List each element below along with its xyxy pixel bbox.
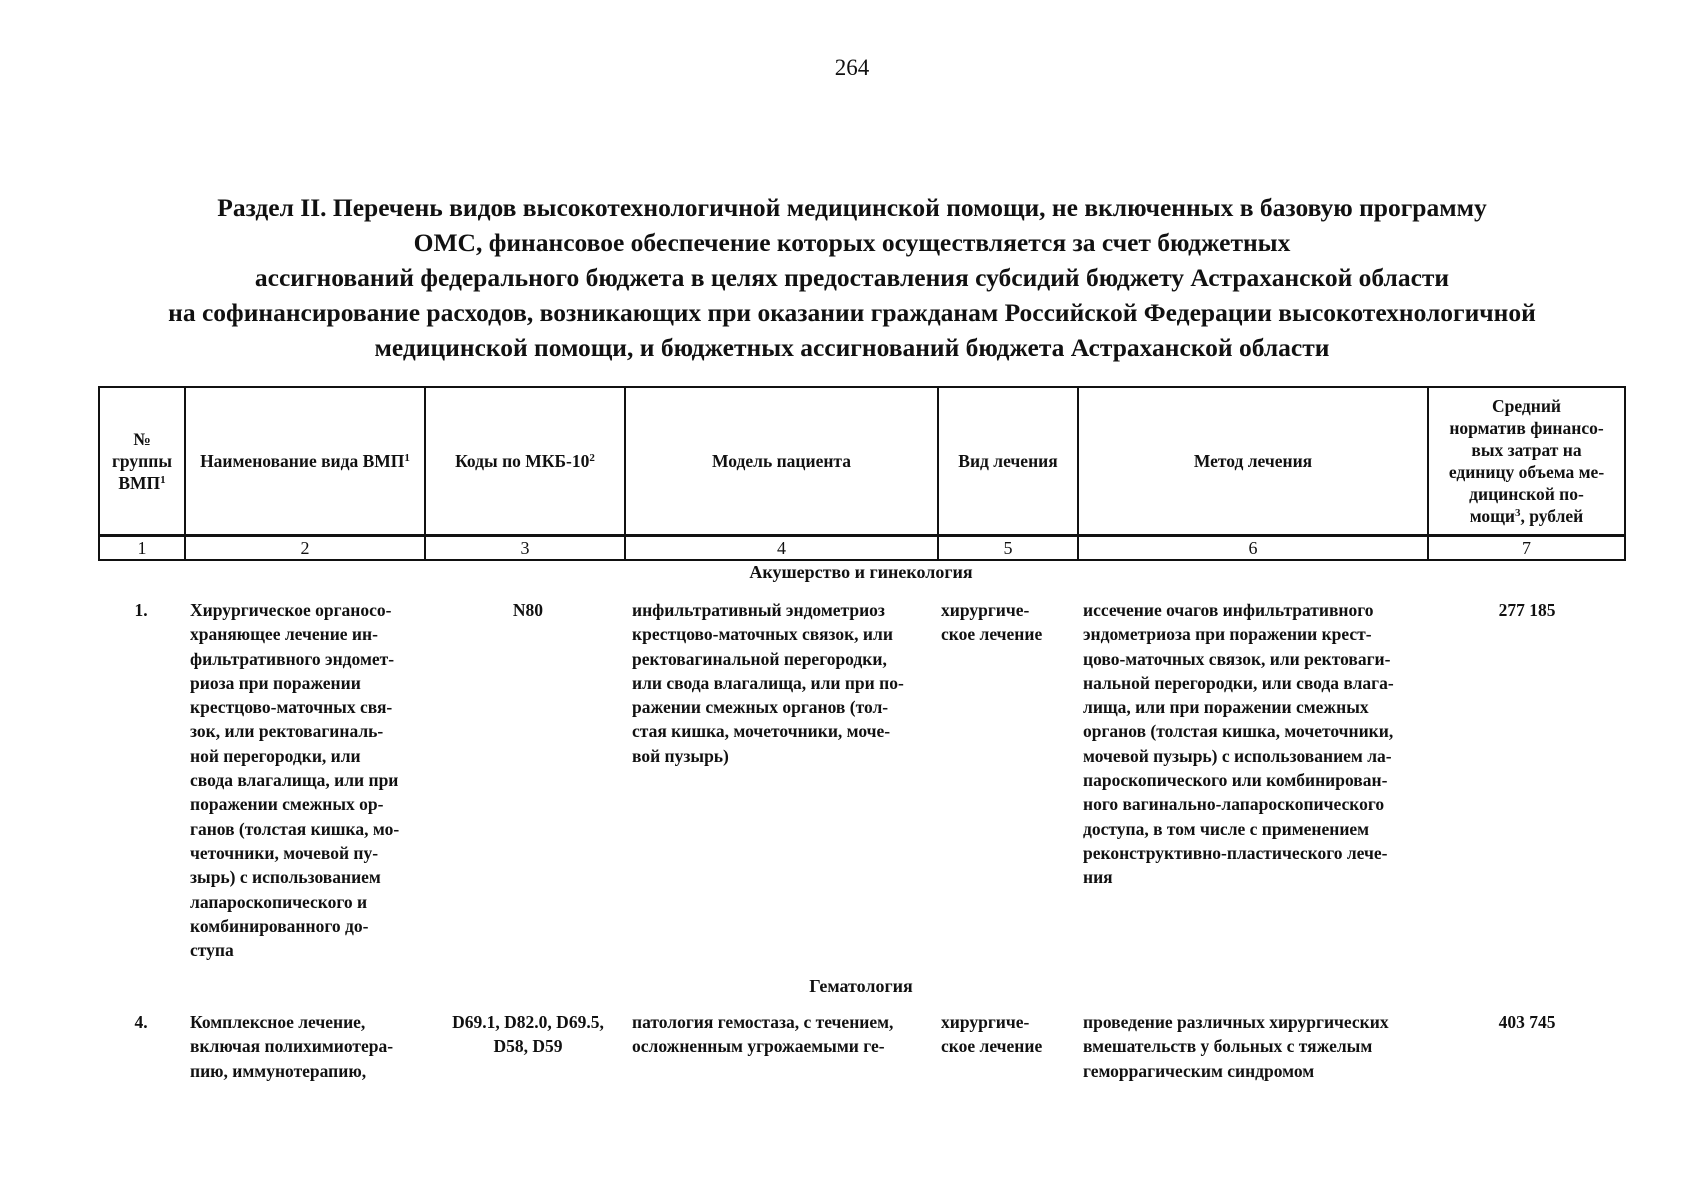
column-number: 4 bbox=[625, 536, 938, 561]
header-patient-model: Модель пациента bbox=[625, 387, 938, 536]
icd-codes: D69.1, D82.0, D69.5, D58, D59 bbox=[452, 1012, 604, 1057]
title-line: Раздел II. Перечень видов высокотехнологичной медицинской помощи, не включенных в базовую программу bbox=[217, 193, 1487, 222]
document-title bbox=[100, 190, 1604, 365]
patient-model: инфильтративный эндометриоз крестцово-маточных связок, или ректовагинальной перегородки, или свода влагалища, или при по- ражении смежных органов (тол- стая кишка, мочеточники, моче- вой пузырь) bbox=[632, 600, 904, 766]
average-cost: 277 185 bbox=[1498, 600, 1556, 620]
treatment-method: иссечение очагов инфильтративного эндометриоза при поражении крест- цово-маточных связок, или ректоваги- нальной перегородки, или свода влага- лища, или при поражении смежных органов (толстая кишка, мочеточники, мочевой пузырь) с использованием ла- пароскопического или комбинирован- ного вагинально-лапароскопического доступа, в том числе с применением реконструктивно-пластического лече- ния bbox=[1083, 600, 1394, 888]
column-number: 3 bbox=[425, 536, 625, 561]
column-number: 2 bbox=[185, 536, 425, 561]
patient-model: патология гемостаза, с течением, осложненным угрожаемыми ге- bbox=[632, 1012, 894, 1057]
column-number: 1 bbox=[99, 536, 185, 561]
vmp-name: Комплексное лечение, включая полихимиотера- пию, иммунотерапию, bbox=[190, 1012, 394, 1081]
column-number-row bbox=[99, 536, 1625, 561]
header-group-number: № группы ВМП$^1$ bbox=[99, 387, 185, 536]
page-number: 264 bbox=[834, 55, 870, 80]
section-title: Акушерство и гинекология bbox=[749, 562, 973, 582]
column-number: 7 bbox=[1428, 536, 1625, 561]
treatment-type: хирургиче- ское лечение bbox=[941, 600, 1043, 645]
column-number: 5 bbox=[938, 536, 1078, 561]
treatment-type: хирургиче- ское лечение bbox=[941, 1012, 1043, 1057]
header-vmp-name: Наименование вида ВМП$^1$ bbox=[185, 387, 425, 536]
title-line: ассигнований федерального бюджета в целях предоставления субсидий бюджету Астраханской области bbox=[254, 263, 1450, 292]
title-line: на софинансирование расходов, возникающих при оказании гражданам Российской Федерации высокотехнологичной bbox=[168, 298, 1536, 327]
title-line: ОМС, финансовое обеспечение которых осуществляется за счет бюджетных bbox=[413, 228, 1291, 257]
vmp-name: Хирургическое органосо- храняющее лечение ин- фильтративного эндомет- риоза при поражении крестцово-маточных свя- зок, или ректовагиналь- ной перегородки, или свода влагалища, или при поражении смежных ор- ганов (толстая кишка, мо- четочники, мочевой пу- зырь) с использованием лапароскопического и комбинированного до- ступа bbox=[190, 600, 400, 961]
row-number: 4. bbox=[134, 1012, 148, 1032]
treatment-method: проведение различных хирургических вмешательств у больных с тяжелым геморрагическим синдромом bbox=[1083, 1012, 1389, 1081]
header-treatment-method: Метод лечения bbox=[1078, 387, 1428, 536]
table-header bbox=[98, 386, 1626, 561]
section-title: Гематология bbox=[809, 976, 913, 996]
row-number: 1. bbox=[134, 600, 148, 620]
header-icd-codes: Коды по МКБ-$10^2$ bbox=[425, 387, 625, 536]
column-number: 6 bbox=[1078, 536, 1428, 561]
header-average-cost: Средний норматив финансо- вых затрат на единицу объема ме- дицинской по- мощи$^3$, рублей bbox=[1428, 387, 1625, 536]
average-cost: 403 745 bbox=[1498, 1012, 1556, 1032]
title-line: медицинской помощи, и бюджетных ассигнований бюджета Астраханской области bbox=[374, 333, 1330, 362]
header-treatment-type: Вид лечения bbox=[938, 387, 1078, 536]
icd-codes: N80 bbox=[512, 600, 544, 620]
